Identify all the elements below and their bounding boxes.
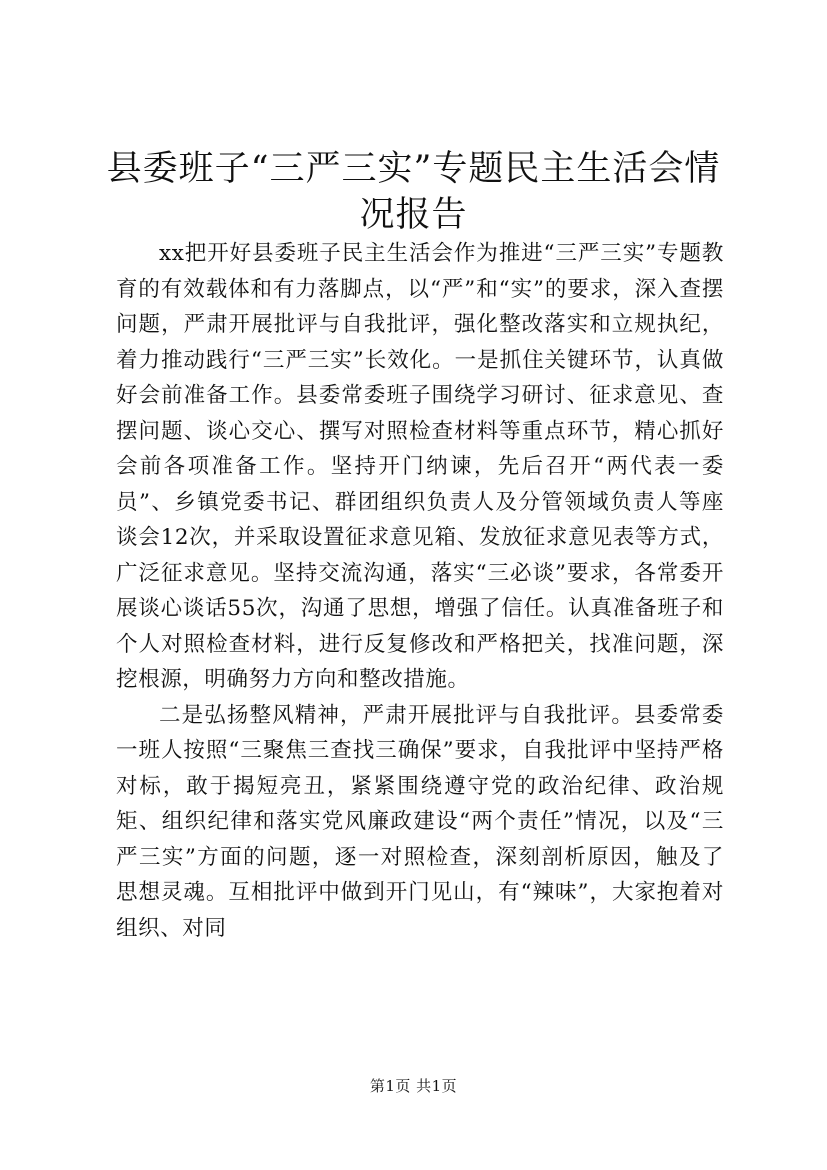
page-footer: 第1页 共1页 — [369, 1077, 458, 1095]
document-title: 县委班子“三严三实”专题民主生活会情况报告 — [106, 149, 721, 235]
paragraph-1: xx把开好县委班子民主生活会作为推进“三严三实”专题教育的有效载体和有力落脚点，以“严”和“实”的要求，深入查摆问题，严肃开展批评与自我批评，强化整改落实和立规执纪，着力推动践行“三严三实”长效化。一是抓住关键环节，认真做好会前准备工作。县委常委班子围绕学习研讨、征求意见、查摆问题、谈心交心、撰写对照检查材料等重点环节，精心抓好会前各项准备工作。坚持开门纳谏，先后召开“两代表一委员”、乡镇党委书记、群团组织负责人及分管领域负责人等座谈会12次，并采取设置征求意见箱、发放征求意见表等方式，广泛征求意见。坚持交流沟通，落实“三必谈”要求，各常委开展谈心谈话55次，沟通了思想，增强了信任。认真准备班子和个人对照检查材料，进行反复修改和严格把关，找准问题，深挖根源，明确努力方向和整改措施。 — [116, 241, 724, 692]
document-body — [116, 236, 724, 946]
paragraph-2: 二是弘扬整风精神，严肃开展批评与自我批评。县委常委一班人按照“三聚焦三查找三确保”要求，自我批评中坚持严格对标，敢于揭短亮丑，紧紧围绕遵守党的政治纪律、政治规矩、组织纪律和落实党风廉政建设“两个责任”情况，以及“三严三实”方面的问题，逐一对照检查，深刻剖析原因，触及了思想灵魂。互相批评中做到开门见山，有“辣味”，大家抱着对组织、对同 — [116, 702, 724, 941]
